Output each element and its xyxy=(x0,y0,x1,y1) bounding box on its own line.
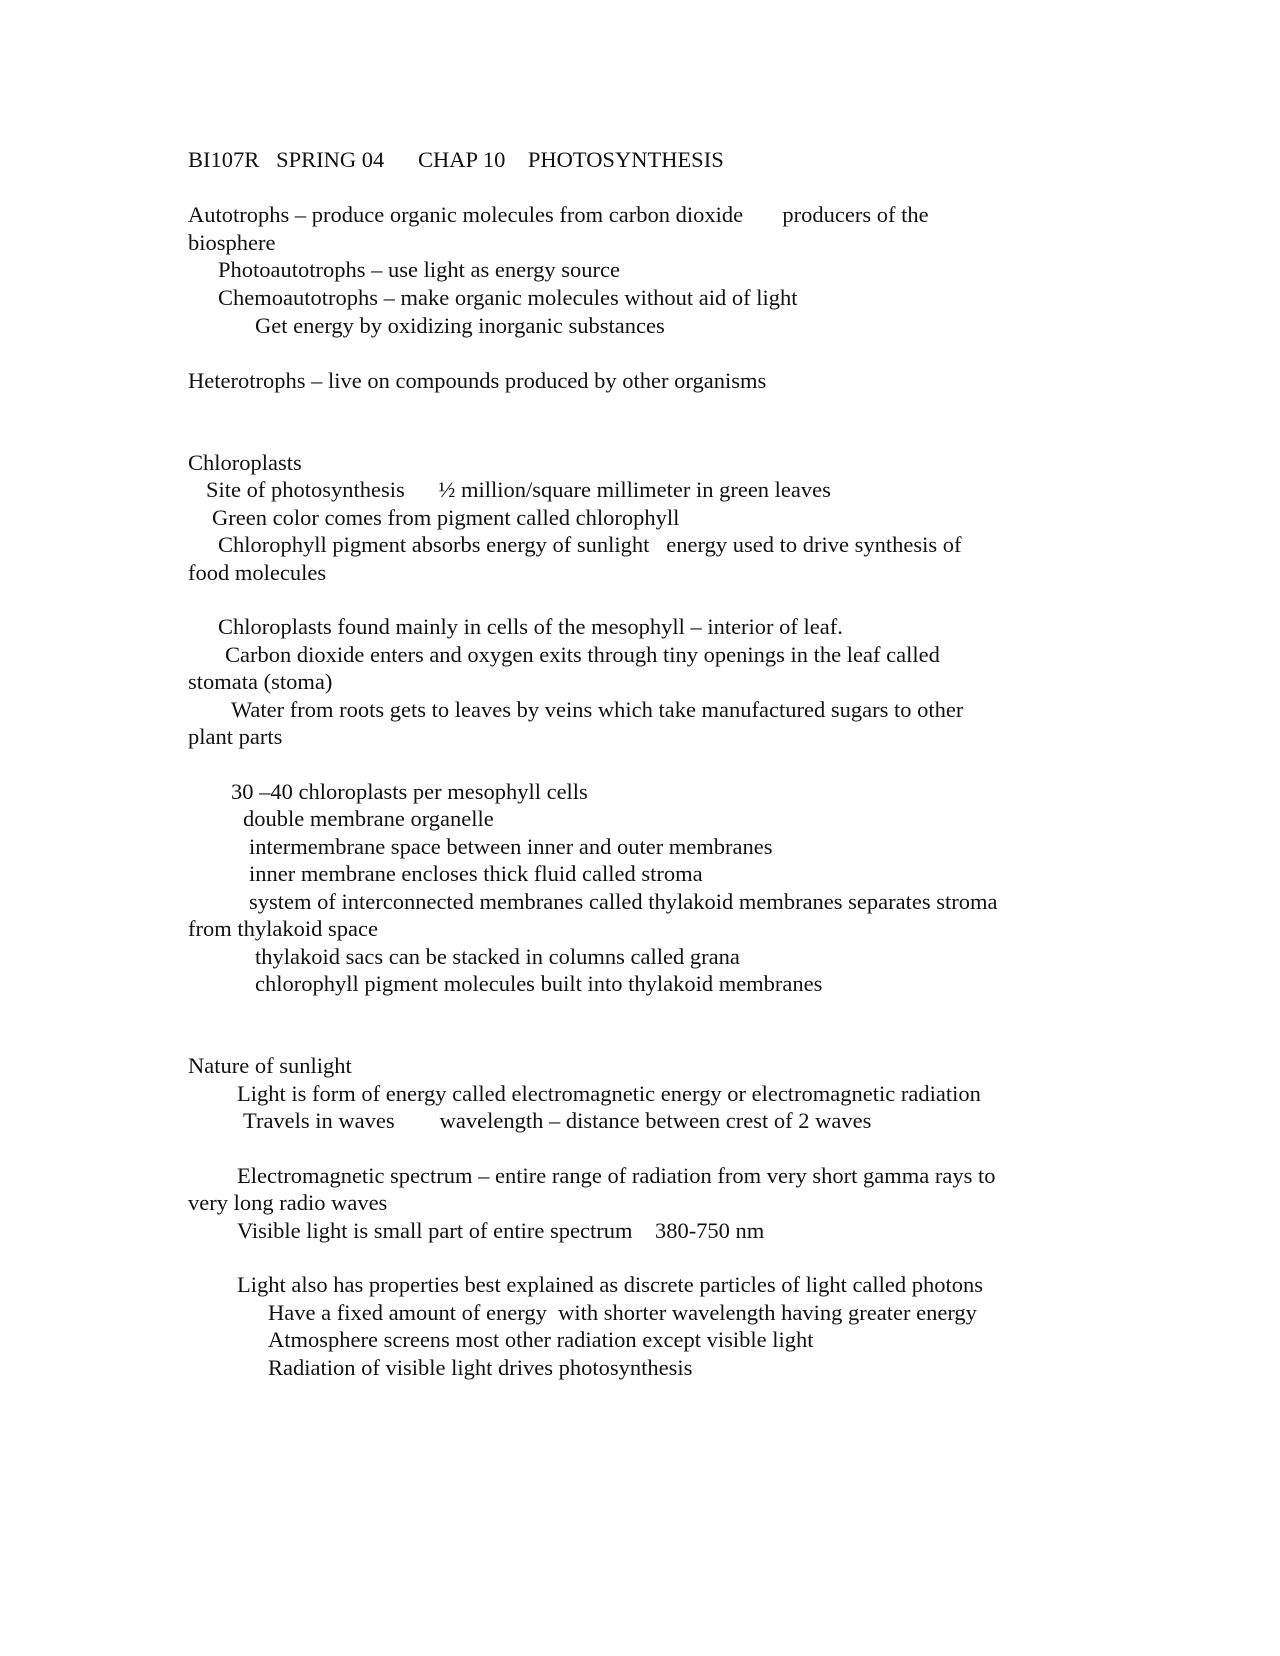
sunlight-atmosphere: Atmosphere screens most other radiation except visible light xyxy=(268,1327,814,1352)
chloroplasts-water-1: Water from roots gets to leaves by veins which take manufactured sugars to other xyxy=(231,697,964,722)
chloroplasts-sacs: thylakoid sacs can be stacked in columns called grana xyxy=(255,944,740,969)
sunlight-light-form: Light is form of energy called electromagnetic energy or electromagnetic radiation xyxy=(237,1081,981,1106)
sunlight-visible: Visible light is small part of entire spectrum 380-750 nm xyxy=(237,1218,765,1243)
chloroplasts-inner: inner membrane encloses thick fluid called stroma xyxy=(249,861,703,886)
sunlight-waves: Travels in waves wavelength – distance between crest of 2 waves xyxy=(243,1108,872,1133)
sunlight-fixed: Have a fixed amount of energy with shorter wavelength having greater energy xyxy=(268,1300,977,1325)
document-header: BI107R SPRING 04 CHAP 10 PHOTOSYNTHESIS xyxy=(188,147,724,172)
chemoautotrophs-line: Chemoautotrophs – make organic molecules without aid of light xyxy=(218,285,798,310)
chloroplasts-count: 30 –40 chloroplasts per mesophyll cells xyxy=(231,779,588,804)
chloroplasts-system-2: from thylakoid space xyxy=(188,916,378,941)
autotrophs-line-2: biosphere xyxy=(188,230,276,255)
chloroplasts-pigment-1: Chlorophyll pigment absorbs energy of sunlight energy used to drive synthesis of xyxy=(218,532,962,557)
heterotrophs-line: Heterotrophs – live on compounds produced by other organisms xyxy=(188,368,767,393)
chloroplasts-molecules: chlorophyll pigment molecules built into thylakoid membranes xyxy=(255,971,823,996)
photoautotrophs-line: Photoautotrophs – use light as energy source xyxy=(218,257,621,282)
chloroplasts-water-2: plant parts xyxy=(188,724,283,749)
chloroplasts-intermembrane: intermembrane space between inner and outer membranes xyxy=(249,834,773,859)
chloroplasts-mesophyll: Chloroplasts found mainly in cells of the mesophyll – interior of leaf. xyxy=(218,614,843,639)
sunlight-spectrum-1: Electromagnetic spectrum – entire range of radiation from very short gamma rays to xyxy=(237,1163,996,1188)
autotrophs-line-1: Autotrophs – produce organic molecules from carbon dioxide producers of the xyxy=(188,202,929,227)
chloroplasts-site: Site of photosynthesis ½ million/square millimeter in green leaves xyxy=(206,477,831,502)
chloroplasts-title: Chloroplasts xyxy=(188,450,302,475)
sunlight-title: Nature of sunlight xyxy=(188,1053,352,1078)
chloroplasts-co2-2: stomata (stoma) xyxy=(188,669,333,694)
sunlight-particles: Light also has properties best explained as discrete particles of light called photons xyxy=(237,1272,984,1297)
chemoautotrophs-sub-line: Get energy by oxidizing inorganic substances xyxy=(255,313,665,338)
chloroplasts-system-1: system of interconnected membranes called thylakoid membranes separates stroma xyxy=(249,889,998,914)
sunlight-spectrum-2: very long radio waves xyxy=(188,1190,388,1215)
chloroplasts-double: double membrane organelle xyxy=(243,806,494,831)
chloroplasts-green: Green color comes from pigment called chlorophyll xyxy=(212,505,680,530)
chloroplasts-pigment-2: food molecules xyxy=(188,560,327,585)
chloroplasts-co2-1: Carbon dioxide enters and oxygen exits through tiny openings in the leaf called xyxy=(225,642,940,667)
sunlight-drives: Radiation of visible light drives photosynthesis xyxy=(268,1355,693,1380)
